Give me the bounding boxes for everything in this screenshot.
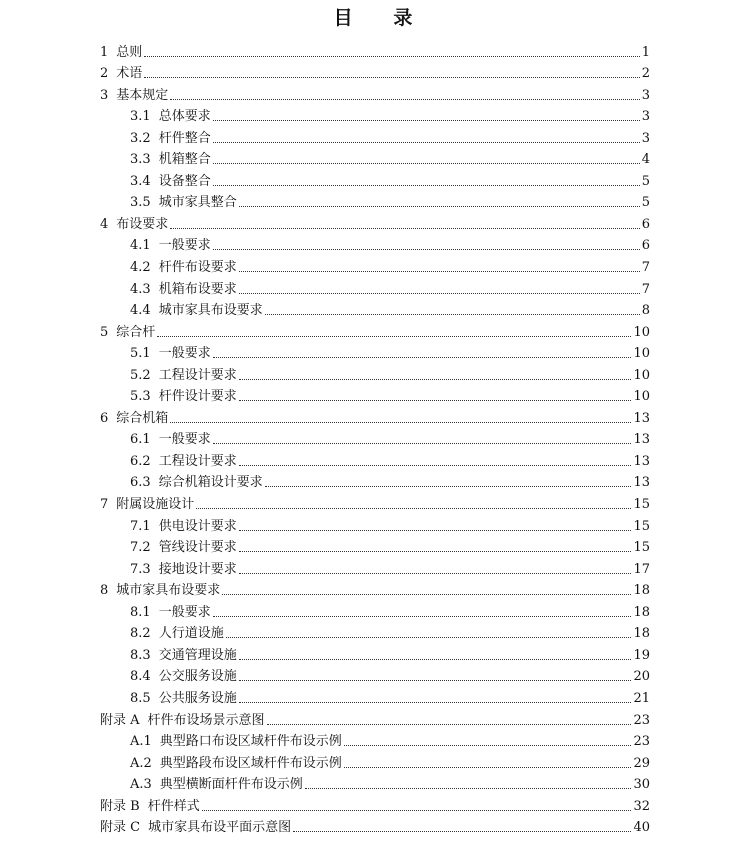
toc-dot-leader (265, 314, 640, 315)
toc-entry-number: 3.5 (130, 195, 151, 211)
toc-dot-leader (239, 551, 632, 552)
toc-entry-title: 供电设计要求 (158, 518, 237, 534)
toc-entry-number: A.3 (130, 777, 152, 793)
toc-entry-title: 杆件样式 (147, 798, 200, 814)
toc-entry-number: 5.3 (130, 389, 151, 405)
toc-subsection-entry[interactable] (100, 729, 650, 751)
toc-entry-page: 30 (633, 777, 650, 793)
table-of-contents (100, 39, 650, 836)
toc-subsection-entry[interactable] (100, 599, 650, 621)
toc-section-entry[interactable] (100, 82, 650, 104)
toc-entry-number: 3.2 (130, 130, 151, 146)
toc-section-entry[interactable] (100, 319, 650, 341)
toc-section-entry[interactable] (100, 578, 650, 600)
toc-entry-number: 附录 B (100, 798, 140, 814)
toc-entry-page: 8 (641, 303, 650, 319)
toc-entry-number: 8 (100, 583, 109, 599)
toc-entry-title: 城市家具布设要求 (158, 303, 263, 319)
toc-entry-number: 6.3 (130, 475, 151, 491)
toc-entry-page: 23 (633, 734, 650, 750)
toc-entry-page: 2 (641, 66, 650, 82)
toc-entry-page: 10 (633, 367, 650, 383)
toc-entry-number: 1 (100, 44, 109, 60)
toc-entry-number: 8.1 (130, 604, 151, 620)
toc-subsection-entry[interactable] (100, 664, 650, 686)
toc-entry-number: 附录 A (100, 712, 140, 728)
toc-subsection-entry[interactable] (100, 685, 650, 707)
toc-entry-number: 3.3 (130, 152, 151, 168)
toc-subsection-entry[interactable] (100, 190, 650, 212)
toc-entry-page: 15 (633, 518, 650, 534)
toc-section-entry[interactable] (100, 211, 650, 233)
toc-subsection-entry[interactable] (100, 750, 650, 772)
toc-subsection-entry[interactable] (100, 535, 650, 557)
toc-entry-number: A.1 (130, 734, 152, 750)
toc-dot-leader (305, 788, 632, 789)
toc-dot-leader (293, 831, 631, 832)
toc-entry-page: 13 (633, 432, 650, 448)
toc-entry-page: 10 (633, 389, 650, 405)
toc-entry-page: 3 (641, 109, 650, 125)
toc-dot-leader (267, 724, 632, 725)
toc-entry-number: 6.1 (130, 432, 151, 448)
toc-entry-number: 3.4 (130, 173, 151, 189)
toc-subsection-entry[interactable] (100, 642, 650, 664)
toc-dot-leader (170, 422, 631, 423)
toc-entry-number: 8.4 (130, 669, 151, 685)
toc-entry-title: 附属设施设计 (116, 497, 195, 513)
toc-dot-leader (239, 206, 640, 207)
toc-entry-title: 城市家具整合 (158, 195, 237, 211)
toc-entry-page: 13 (633, 410, 650, 426)
toc-entry-title: 工程设计要求 (158, 367, 237, 383)
toc-entry-title: 设备整合 (158, 173, 211, 189)
toc-entry-title: 杆件布设场景示意图 (147, 712, 265, 728)
toc-subsection-entry[interactable] (100, 384, 650, 406)
toc-entry-title: 典型路口布设区域杆件布设示例 (159, 734, 342, 750)
toc-entry-number: A.2 (130, 755, 152, 771)
toc-entry-number: 5 (100, 324, 109, 340)
toc-entry-page: 20 (633, 669, 650, 685)
toc-entry-title: 基本规定 (116, 87, 169, 103)
toc-dot-leader (344, 767, 632, 768)
toc-entry-title: 术语 (116, 66, 143, 82)
toc-entry-page: 3 (641, 130, 650, 146)
toc-entry-page: 5 (641, 173, 650, 189)
toc-entry-title: 杆件布设要求 (158, 260, 237, 276)
toc-entry-page: 10 (633, 346, 650, 362)
toc-entry-title: 杆件整合 (158, 130, 211, 146)
toc-entry-page: 3 (641, 87, 650, 103)
toc-entry-page: 1 (641, 44, 650, 60)
toc-entry-title: 综合机箱设计要求 (158, 475, 263, 491)
toc-subsection-entry[interactable] (100, 168, 650, 190)
toc-entry-page: 23 (633, 712, 650, 728)
toc-section-entry[interactable] (100, 39, 650, 61)
toc-entry-page: 7 (641, 260, 650, 276)
toc-dot-leader (144, 77, 639, 78)
toc-entry-page: 15 (633, 540, 650, 556)
toc-entry-title: 典型横断面杆件布设示例 (159, 777, 303, 793)
toc-entry-page: 15 (633, 497, 650, 513)
toc-section-entry[interactable] (100, 405, 650, 427)
toc-subsection-entry[interactable] (100, 513, 650, 535)
toc-entry-title: 人行道设施 (158, 626, 224, 642)
toc-subsection-entry[interactable] (100, 276, 650, 298)
toc-dot-leader (157, 336, 631, 337)
toc-subsection-entry[interactable] (100, 427, 650, 449)
toc-entry-title: 总体要求 (158, 109, 211, 125)
toc-entry-title: 公共服务设施 (158, 690, 237, 706)
toc-entry-page: 5 (641, 195, 650, 211)
toc-entry-title: 一般要求 (158, 432, 211, 448)
toc-entry-page: 10 (633, 324, 650, 340)
toc-entry-title: 城市家具布设平面示意图 (148, 820, 292, 836)
toc-entry-number: 5.1 (130, 346, 151, 362)
toc-entry-page: 13 (633, 453, 650, 469)
toc-entry-title: 管线设计要求 (158, 540, 237, 556)
toc-subsection-entry[interactable] (100, 772, 650, 794)
toc-section-entry[interactable] (100, 793, 650, 815)
toc-entry-title: 综合杆 (116, 324, 156, 340)
toc-dot-leader (213, 120, 640, 121)
toc-entry-title: 一般要求 (158, 604, 211, 620)
toc-entry-number: 7.1 (130, 518, 151, 534)
page-title: 目 录 (333, 7, 430, 29)
toc-dot-leader (226, 637, 632, 638)
toc-entry-number: 7 (100, 497, 109, 513)
toc-dot-leader (213, 443, 632, 444)
toc-subsection-entry[interactable] (100, 298, 650, 320)
toc-entry-page: 7 (641, 281, 650, 297)
toc-dot-leader (213, 142, 640, 143)
toc-dot-leader (170, 228, 639, 229)
toc-entry-number: 8.3 (130, 647, 151, 663)
toc-subsection-entry[interactable] (100, 147, 650, 169)
toc-entry-page: 18 (633, 604, 650, 620)
toc-entry-number: 4.2 (130, 260, 151, 276)
toc-entry-number: 3 (100, 87, 109, 103)
toc-entry-title: 一般要求 (158, 238, 211, 254)
toc-dot-leader (222, 594, 631, 595)
toc-dot-leader (239, 293, 640, 294)
toc-dot-leader (170, 99, 639, 100)
toc-entry-title: 总则 (116, 44, 143, 60)
toc-entry-page: 6 (641, 238, 650, 254)
toc-entry-page: 13 (633, 475, 650, 491)
toc-subsection-entry[interactable] (100, 470, 650, 492)
toc-entry-page: 21 (633, 690, 650, 706)
toc-dot-leader (239, 702, 632, 703)
toc-dot-leader (213, 185, 640, 186)
toc-dot-leader (239, 573, 632, 574)
toc-entry-number: 2 (100, 66, 109, 82)
toc-subsection-entry[interactable] (100, 621, 650, 643)
toc-dot-leader (202, 810, 632, 811)
toc-entry-number: 5.2 (130, 367, 151, 383)
toc-dot-leader (239, 400, 632, 401)
toc-entry-number: 8.5 (130, 690, 151, 706)
toc-entry-title: 布设要求 (116, 216, 169, 232)
toc-subsection-entry[interactable] (100, 233, 650, 255)
toc-subsection-entry[interactable] (100, 104, 650, 126)
toc-entry-number: 附录 C (100, 820, 141, 836)
toc-entry-page: 19 (633, 647, 650, 663)
toc-entry-title: 典型路段布设区域杆件布设示例 (159, 755, 342, 771)
toc-entry-number: 8.2 (130, 626, 151, 642)
toc-dot-leader (213, 616, 632, 617)
toc-dot-leader (196, 508, 631, 509)
toc-dot-leader (239, 530, 632, 531)
toc-subsection-entry[interactable] (100, 556, 650, 578)
toc-entry-page: 17 (633, 561, 650, 577)
toc-dot-leader (144, 56, 639, 57)
toc-dot-leader (239, 659, 632, 660)
toc-entry-title: 杆件设计要求 (158, 389, 237, 405)
toc-entry-title: 城市家具布设要求 (116, 583, 221, 599)
toc-dot-leader (239, 271, 640, 272)
toc-dot-leader (344, 745, 632, 746)
toc-entry-page: 6 (641, 216, 650, 232)
toc-entry-number: 3.1 (130, 109, 151, 125)
toc-dot-leader (213, 357, 632, 358)
toc-entry-page: 18 (633, 583, 650, 599)
toc-subsection-entry[interactable] (100, 341, 650, 363)
toc-entry-number: 6.2 (130, 453, 151, 469)
toc-dot-leader (213, 163, 640, 164)
toc-dot-leader (213, 249, 640, 250)
toc-entry-page: 40 (633, 820, 650, 836)
toc-entry-number: 4.1 (130, 238, 151, 254)
toc-subsection-entry[interactable] (100, 362, 650, 384)
toc-section-entry[interactable] (100, 491, 650, 513)
toc-entry-title: 交通管理设施 (158, 647, 237, 663)
toc-dot-leader (239, 680, 632, 681)
toc-entry-title: 工程设计要求 (158, 453, 237, 469)
toc-subsection-entry[interactable] (100, 448, 650, 470)
toc-subsection-entry[interactable] (100, 125, 650, 147)
toc-entry-number: 7.3 (130, 561, 151, 577)
toc-dot-leader (239, 379, 632, 380)
toc-entry-page: 29 (633, 755, 650, 771)
toc-section-entry[interactable] (100, 707, 650, 729)
toc-entry-title: 综合机箱 (116, 410, 169, 426)
toc-dot-leader (265, 486, 632, 487)
toc-entry-number: 4 (100, 216, 109, 232)
toc-entry-number: 4.4 (130, 303, 151, 319)
toc-entry-page: 4 (641, 152, 650, 168)
toc-entry-title: 机箱整合 (158, 152, 211, 168)
toc-entry-title: 机箱布设要求 (158, 281, 237, 297)
toc-entry-page: 32 (633, 798, 650, 814)
toc-entry-title: 一般要求 (158, 346, 211, 362)
toc-entry-number: 6 (100, 410, 109, 426)
toc-entry-number: 4.3 (130, 281, 151, 297)
toc-section-entry[interactable] (100, 61, 650, 83)
toc-entry-title: 公交服务设施 (158, 669, 237, 685)
toc-entry-title: 接地设计要求 (158, 561, 237, 577)
toc-entry-page: 18 (633, 626, 650, 642)
toc-entry-number: 7.2 (130, 540, 151, 556)
toc-section-entry[interactable] (100, 815, 650, 837)
toc-subsection-entry[interactable] (100, 254, 650, 276)
toc-dot-leader (239, 465, 632, 466)
